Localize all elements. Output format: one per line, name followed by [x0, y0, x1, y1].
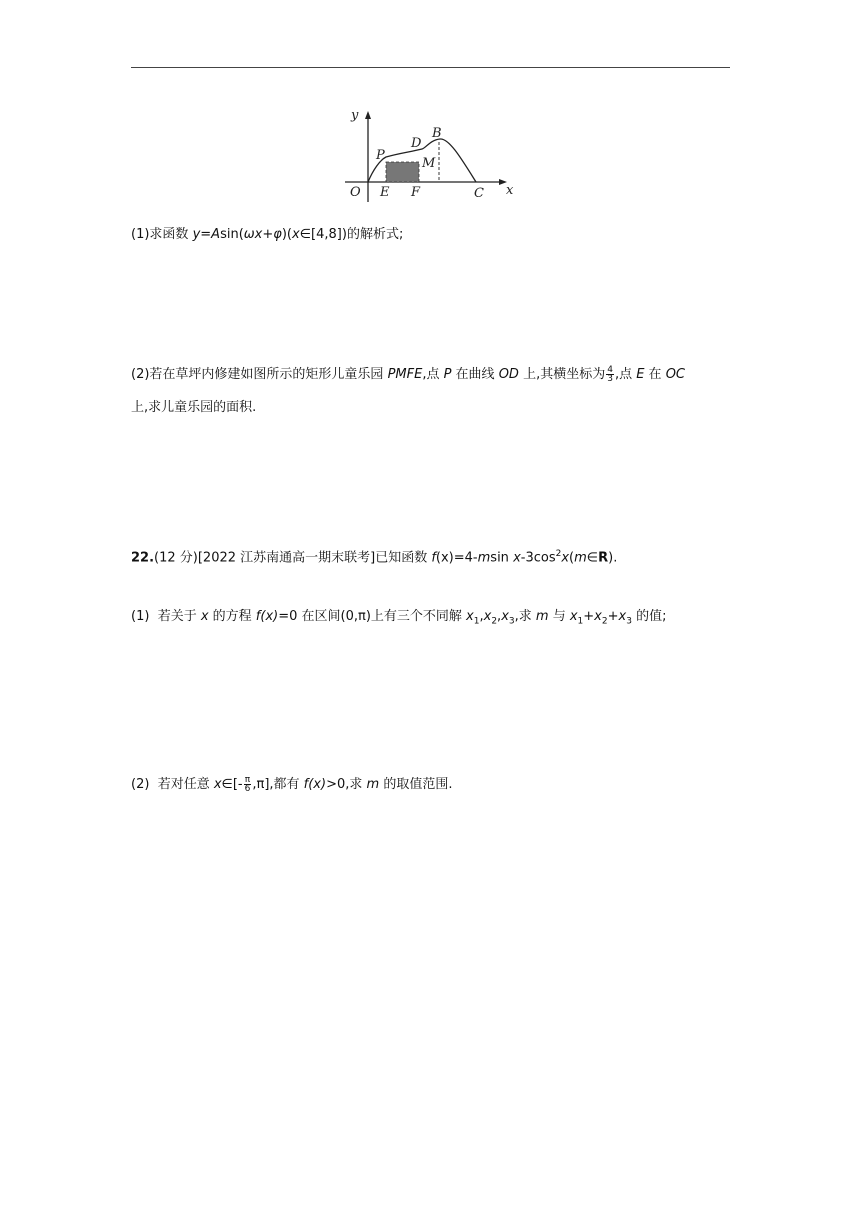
- fraction-numerator: 4: [607, 365, 613, 375]
- y-axis-arrow: [365, 111, 371, 119]
- var-x3: x: [501, 609, 509, 624]
- text-dian-2: ,点: [614, 367, 637, 382]
- text-abscissa: 上,其横坐标为: [518, 367, 606, 382]
- label-c: C: [474, 186, 484, 201]
- paren-text: )(: [281, 227, 293, 242]
- var-x: x: [292, 227, 300, 242]
- var-fx: f(x): [255, 609, 279, 624]
- q21-part2: [131, 365, 685, 385]
- fraction-pi-six: [244, 776, 252, 793]
- domain-text: ∈[4,8]): [299, 227, 347, 242]
- label-m: M: [422, 156, 436, 171]
- var-x: x: [213, 777, 222, 792]
- label-f: F: [411, 185, 421, 200]
- label-y: y: [351, 108, 359, 123]
- q21-part1-tail: 的解析式;: [346, 227, 404, 242]
- label-b: B: [432, 126, 442, 141]
- q22-end: ).: [608, 550, 618, 566]
- var-e: E: [636, 367, 645, 382]
- text-equation: 的方程: [208, 609, 256, 624]
- subscript-1: 1: [577, 616, 584, 627]
- fraction-numerator: π: [244, 775, 251, 785]
- text-zai: 在: [644, 367, 666, 382]
- text-dian: ,点: [422, 367, 444, 382]
- var-p: P: [443, 367, 452, 382]
- plus-sign: +: [262, 227, 274, 242]
- element-of: ∈: [586, 550, 599, 566]
- var-x: x: [561, 550, 570, 566]
- var-x1: x: [569, 609, 578, 624]
- fraction-denominator: 3: [607, 374, 613, 384]
- text-curve: 在曲线: [451, 367, 499, 382]
- q22-sin: sin: [490, 550, 514, 566]
- q22-cos: -3cos: [520, 550, 556, 566]
- var-pmfe: PMFE: [387, 367, 423, 382]
- paren-open: (: [569, 550, 575, 566]
- text-qiu: ,求: [514, 609, 536, 624]
- fraction-denominator: 6: [244, 784, 251, 794]
- text-greater-zero: >0,求: [326, 777, 367, 792]
- set-r: R: [598, 550, 609, 566]
- label-x: x: [506, 183, 514, 198]
- var-x: x: [200, 609, 209, 624]
- label-p: P: [376, 148, 385, 163]
- var-oc: OC: [665, 367, 685, 382]
- q21-part2-number: (2): [131, 367, 150, 382]
- var-m: m: [366, 777, 380, 792]
- label-d: D: [411, 136, 422, 151]
- var-phi: φ: [273, 227, 282, 242]
- var-x2: x: [483, 609, 492, 624]
- var-a: A: [211, 227, 221, 242]
- var-fx: f(x): [303, 777, 327, 792]
- superscript-2: 2: [555, 549, 562, 559]
- subscript-1: 1: [473, 616, 480, 627]
- q22-part1: [131, 607, 666, 632]
- text-interval: =0 在区间(0,π)上有三个不同解: [278, 609, 467, 624]
- q21-part2-line2: 上,求儿童乐园的面积.: [131, 400, 257, 415]
- fraction-four-thirds: [606, 366, 614, 383]
- plus-sign: +: [583, 609, 595, 624]
- q22-part1-text: 若关于: [157, 609, 201, 624]
- paren-x: (x): [435, 550, 454, 566]
- var-x2: x: [594, 609, 602, 624]
- text-interval-open: ∈[-: [221, 777, 243, 792]
- var-m: m: [535, 609, 549, 624]
- q22-part2: [131, 775, 452, 795]
- var-x1: x: [466, 609, 474, 624]
- q22-part1-number: (1): [131, 609, 150, 624]
- label-o: O: [350, 185, 361, 200]
- q21-part1-number: (1): [131, 227, 150, 242]
- sin-text: sin(: [220, 227, 244, 242]
- header-rule: [131, 67, 730, 68]
- comma: ,: [479, 609, 484, 624]
- text-value: 的值;: [631, 609, 667, 624]
- subscript-3: 3: [626, 616, 632, 627]
- function-graph-figure: [340, 102, 520, 202]
- var-m: m: [477, 550, 491, 566]
- subscript-2: 2: [491, 616, 498, 627]
- subscript-3: 3: [508, 616, 515, 627]
- text-yu: 与: [548, 609, 570, 624]
- q21-part2-text: 若在草坪内修建如图所示的矩形儿童乐园: [149, 367, 388, 382]
- q22-header-text: (12 分)[2022 江苏南通高一期末联考]已知函数: [154, 550, 432, 566]
- subscript-2: 2: [601, 616, 608, 627]
- q21-part1: [131, 225, 403, 245]
- var-y: y: [192, 227, 201, 242]
- q22-header: [131, 544, 617, 568]
- var-x: x: [513, 550, 521, 566]
- plus-sign: +: [607, 609, 619, 624]
- var-omega-x: ωx: [243, 227, 263, 242]
- text-interval-close: ,π],都有: [252, 777, 304, 792]
- var-x3: x: [618, 609, 627, 624]
- label-e: E: [380, 185, 390, 200]
- comma: ,: [497, 609, 502, 624]
- q22-part2-number: (2): [131, 777, 150, 792]
- q22-number: 22.: [131, 550, 155, 566]
- var-od: OD: [498, 367, 519, 382]
- var-f: f: [431, 550, 436, 566]
- equals-sign: =: [200, 227, 212, 242]
- q22-eq: =4-: [453, 550, 478, 566]
- q21-part1-text: 求函数: [149, 227, 193, 242]
- text-range: 的取值范围.: [379, 777, 453, 792]
- q22-part2-text: 若对任意: [157, 777, 214, 792]
- var-m: m: [574, 550, 587, 566]
- playground-rectangle: [386, 162, 419, 182]
